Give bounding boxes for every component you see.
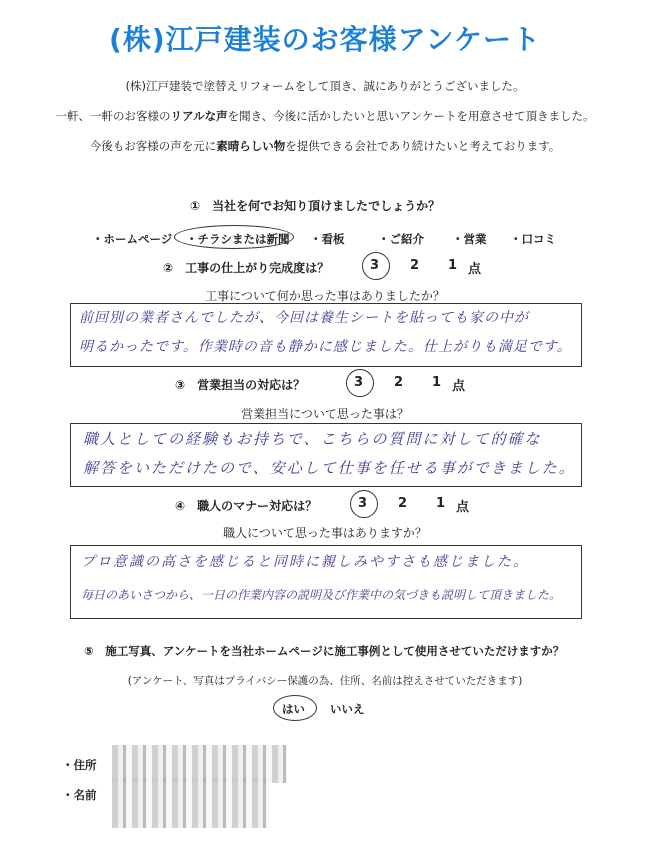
- question-3-label: ③ 営業担当の対応は？: [175, 378, 306, 392]
- intro-line-1: (株)江戸建装で塗替えリフォームをして頂き、誠にありがとうございました。: [125, 79, 525, 93]
- q1-option-homepage[interactable]: ・ホームページ: [92, 232, 173, 246]
- name-redacted: [112, 778, 270, 828]
- q5-note: (アンケート、写真はプライバシー保護の為、住所、名前は控えさせていただきます): [127, 675, 523, 687]
- q1-option-sales[interactable]: ・営業: [452, 232, 487, 246]
- q4-prompt: 職人について思った事はありますか？: [223, 526, 427, 540]
- q5-no-option[interactable]: いいえ: [330, 702, 365, 716]
- intro-line-3: [0, 138, 650, 154]
- intro-line-3-text-c: を提供できる会社であり続けたいと考えております。: [285, 139, 561, 153]
- q2-answer-box[interactable]: [70, 303, 582, 367]
- intro-line-3-emphasis: 素晴らしい物: [216, 139, 286, 153]
- q4-answer-box[interactable]: [70, 545, 582, 619]
- q2-rating-3[interactable]: 3: [370, 258, 380, 273]
- intro-line-2-text-a: 一軒、一軒のお客様の: [55, 109, 171, 123]
- q3-answer-line-2: 解答をいただけたので、安心して仕事を任せる事ができました。: [83, 459, 576, 477]
- q3-rating-2[interactable]: 2: [394, 375, 404, 390]
- q3-answer-box[interactable]: [70, 423, 582, 487]
- q1-option-referral[interactable]: ・ご紹介: [378, 232, 424, 246]
- q1-option-signboard[interactable]: ・看板: [310, 232, 345, 246]
- question-1-label: ① 当社を何でお知り頂けましたでしょうか？: [190, 199, 441, 213]
- q3-answer-line-1: 職人としての経験もお持ちで、こちらの質問に対して的確な: [83, 430, 542, 448]
- q2-answer-line-1: 前回別の業者さんでしたが、今回は養生シートを貼っても家の中が: [79, 310, 529, 326]
- q4-points-unit: 点: [456, 500, 470, 515]
- q2-points-unit: 点: [468, 262, 482, 277]
- address-label: ・住所: [62, 758, 97, 772]
- question-2-label: ② 工事の仕上がり完成度は？: [163, 261, 330, 275]
- q1-option-word-of-mouth[interactable]: ・口コミ: [510, 232, 556, 246]
- q2-answer-line-2: 明るかったです。作業時の音も静かに感じました。仕上がりも満足です。: [79, 339, 572, 355]
- q1-option-flyer[interactable]: ・チラシまたは新聞: [186, 232, 290, 246]
- q4-answer-line-1: プロ意識の高さを感じると同時に親しみやすさも感じました。: [81, 554, 529, 570]
- intro-line-2-emphasis: リアルな声: [170, 109, 228, 123]
- q2-rating-2[interactable]: 2: [410, 258, 420, 273]
- q3-prompt: 営業担当について思った事は？: [241, 407, 409, 421]
- q3-points-unit: 点: [452, 379, 466, 394]
- page-title: (株)江戸建装のお客様アンケート: [109, 23, 541, 56]
- question-4-label: ④ 職人のマナー対応は？: [175, 499, 318, 513]
- q4-rating-1[interactable]: 1: [436, 496, 446, 511]
- intro-line-2-text-c: を聞き、今後に活かしたいと思いアンケートを用意させて頂きました。: [227, 109, 595, 123]
- q2-prompt: 工事について何か思った事はありましたか？: [205, 289, 445, 303]
- q3-rating-1[interactable]: 1: [432, 375, 442, 390]
- q3-rating-3[interactable]: 3: [354, 375, 364, 390]
- q4-rating-2[interactable]: 2: [398, 496, 408, 511]
- question-5-label: ⑤ 施工写真、アンケートを当社ホームページに施工事例として使用させていただけますか？: [84, 644, 565, 658]
- intro-line-3-text-a: 今後もお客様の声を元に: [89, 139, 217, 153]
- name-label: ・名前: [62, 788, 97, 802]
- q4-rating-3[interactable]: 3: [358, 496, 368, 511]
- q5-yes-option[interactable]: はい: [282, 702, 305, 716]
- q2-rating-1[interactable]: 1: [448, 258, 458, 273]
- intro-line-2: [0, 108, 650, 124]
- q4-answer-line-2: 毎日のあいさつから、一日の作業内容の説明及び作業中の気づきも説明して頂きました。: [81, 588, 562, 602]
